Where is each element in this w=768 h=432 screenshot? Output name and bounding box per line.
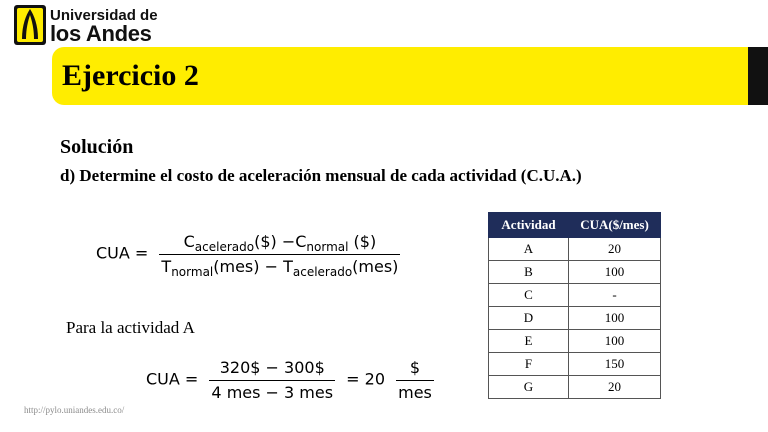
banner-edge (748, 47, 768, 105)
cell-cua: 150 (569, 353, 661, 376)
num-term1-symbol: C (183, 232, 195, 251)
example-numerator: 320$ − 300$ (209, 358, 335, 381)
example-intro: Para la actividad A (66, 318, 195, 337)
example-unit-numerator: $ (396, 358, 434, 381)
table-row (489, 261, 661, 284)
cell-activity: D (489, 307, 569, 330)
cell-activity: C (489, 284, 569, 307)
den-term2-subscript: acelerado (292, 265, 353, 279)
cell-cua: 20 (569, 376, 661, 399)
cell-activity: G (489, 376, 569, 399)
example-result: = 20 (346, 369, 386, 389)
den-term1-symbol: T (161, 257, 172, 276)
example-unit-fraction (396, 358, 434, 402)
cua-table (488, 212, 661, 399)
num-term2-symbol: C (295, 232, 307, 251)
cell-activity: F (489, 353, 569, 376)
example-fraction (209, 358, 335, 402)
den-term2-symbol: T (283, 257, 293, 276)
university-crest-icon (14, 5, 46, 45)
example-unit-denominator: mes (398, 383, 432, 402)
table-row (489, 353, 661, 376)
cell-activity: A (489, 238, 569, 261)
question-text: d) Determine el costo de aceleración mensual de cada actividad (C.U.A.) (60, 166, 582, 185)
cell-cua: 20 (569, 238, 661, 261)
formula-lhs: CUA = (96, 243, 149, 263)
den-term1-subscript: normal (171, 265, 214, 279)
table-row (489, 376, 661, 399)
cell-cua: 100 (569, 330, 661, 353)
title-banner (52, 47, 768, 105)
cell-activity: B (489, 261, 569, 284)
cell-cua: 100 (569, 307, 661, 330)
formula-numerator (159, 232, 400, 255)
logo-text-line2: los Andes (50, 21, 152, 46)
cell-cua: 100 (569, 261, 661, 284)
column-header-actividad: Actividad (489, 213, 569, 238)
formula-denominator (159, 255, 400, 279)
table-row (489, 238, 661, 261)
section-heading: Solución (60, 136, 134, 158)
den-term2-unit: (mes) (352, 257, 399, 276)
cell-cua: - (569, 284, 661, 307)
cua-formula (96, 232, 400, 279)
table-row (489, 307, 661, 330)
example-calculation (146, 358, 434, 402)
logo-text-line1: Universidad de (50, 7, 158, 24)
table-row (489, 330, 661, 353)
column-header-cua: CUA($/mes) (569, 213, 661, 238)
footer-link[interactable]: http://pylo.uniandes.edu.co/ (24, 405, 125, 415)
example-lhs: CUA = (146, 369, 199, 389)
num-term2-unit: ($) (348, 232, 377, 251)
num-term1-subscript: acelerado (194, 240, 255, 254)
example-denominator: 4 mes − 3 mes (211, 383, 334, 402)
formula-fraction (159, 232, 400, 279)
table-row (489, 284, 661, 307)
slide-title: Ejercicio 2 (62, 59, 199, 92)
university-logo (14, 5, 164, 45)
num-term1-unit: ($) − (254, 232, 296, 251)
cell-activity: E (489, 330, 569, 353)
table-header-row (489, 213, 661, 238)
den-term1-unit: (mes) − (213, 257, 278, 276)
num-term2-subscript: normal (306, 240, 349, 254)
